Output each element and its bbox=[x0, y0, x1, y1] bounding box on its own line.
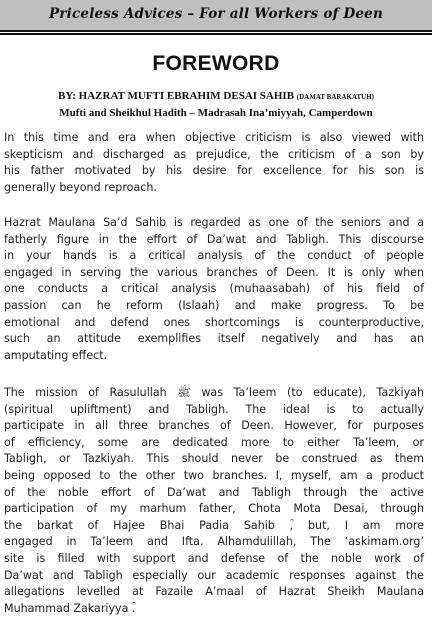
header-rule-bottom bbox=[0, 33, 432, 35]
text-line: engaged in serving the various branches of Deen. It is only when bbox=[4, 265, 424, 279]
text-line: such an attitude exemplifies itself negatively and has an bbox=[4, 332, 424, 346]
text-line: fatherly figure in the effort of Da’wat and Tabligh. This discourse bbox=[4, 232, 424, 246]
text-line: participation of my marhum father, Chota Mota Desai, through bbox=[4, 502, 424, 516]
text-line: skepticism and discharged as prejudice, the criticism of a son by bbox=[4, 147, 424, 161]
page-title: FOREWORD bbox=[152, 52, 280, 75]
author-name: BY: HAZRAT MUFTI EBRAHIM DESAI SAHIB bbox=[58, 90, 295, 102]
text-line: In this time and era when objective criticism is also viewed with bbox=[4, 131, 424, 144]
text-line: Muhammad Zakariyya ؒ. bbox=[4, 601, 136, 615]
paragraph-1 bbox=[4, 130, 424, 196]
text-line: Hazrat Maulana Sa’d Sahib is regarded as one of the seniors and a bbox=[4, 216, 424, 229]
text-line: passion can he reform (Islaah) and make progress. To be bbox=[4, 298, 424, 312]
text-line: his father motivated by his desire for excellence for his son is bbox=[4, 164, 424, 178]
text-line: The mission of Rasulullah ﷺ was Ta’leem (to educate), Tazkiyah bbox=[4, 386, 424, 399]
author-affiliation: Mufti and Sheikhul Hadith – Madrasah Ina’miyyah, Camperdown bbox=[59, 107, 373, 119]
text-line: emotional and defend ones shortcomings is counterproductive, bbox=[4, 315, 424, 329]
paragraph-3 bbox=[4, 385, 424, 617]
author-byline bbox=[0, 90, 432, 102]
text-line: of efficiency, some are dedicated more to either Ta’leem, or bbox=[4, 435, 424, 449]
text-line: amputating effect. bbox=[4, 348, 108, 362]
text-line: (spiritual upliftment) and Tabligh. The ideal is to actually bbox=[4, 402, 424, 416]
running-header: Priceless Advices – For all Workers of Deen bbox=[49, 6, 383, 22]
paragraph-2 bbox=[4, 215, 424, 364]
text-line: of the noble effort of Da’wat and Tabligh through the active bbox=[4, 485, 424, 499]
text-line: allegations levelled at Fazaile A’maal of Hazrat Sheikh Maulana bbox=[4, 585, 424, 599]
text-line: in your hands is a critical analysis of the conduct of people bbox=[4, 249, 424, 263]
text-line: being opposed to the other two branches. I, myself, am a product bbox=[4, 468, 424, 482]
text-line: one conducts a critical analysis (muhaasabah) of his field of bbox=[4, 282, 424, 296]
text-line: engaged in Ta’leem and Ifta. Alhamdulillah, The ‘askimam.org’ bbox=[4, 535, 424, 549]
text-line: generally beyond reproach. bbox=[4, 180, 157, 194]
text-line: Da’wat and Tabligh especially our academic responses against the bbox=[4, 568, 424, 582]
author-honorific: (DAMAT BARAKATUH) bbox=[296, 93, 374, 101]
text-line: Tabligh, or Tazkiyah. This should never be construed as them bbox=[4, 452, 424, 466]
header-rule-top bbox=[0, 30, 432, 32]
text-line: the barkat of Hajee Bhai Padia Sahib ؒ, but, I am more bbox=[4, 518, 424, 532]
text-line: site is filled with support and defense of the noble work of bbox=[4, 551, 424, 565]
text-line: participate in all three branches of Deen. However, for purposes bbox=[4, 419, 424, 433]
